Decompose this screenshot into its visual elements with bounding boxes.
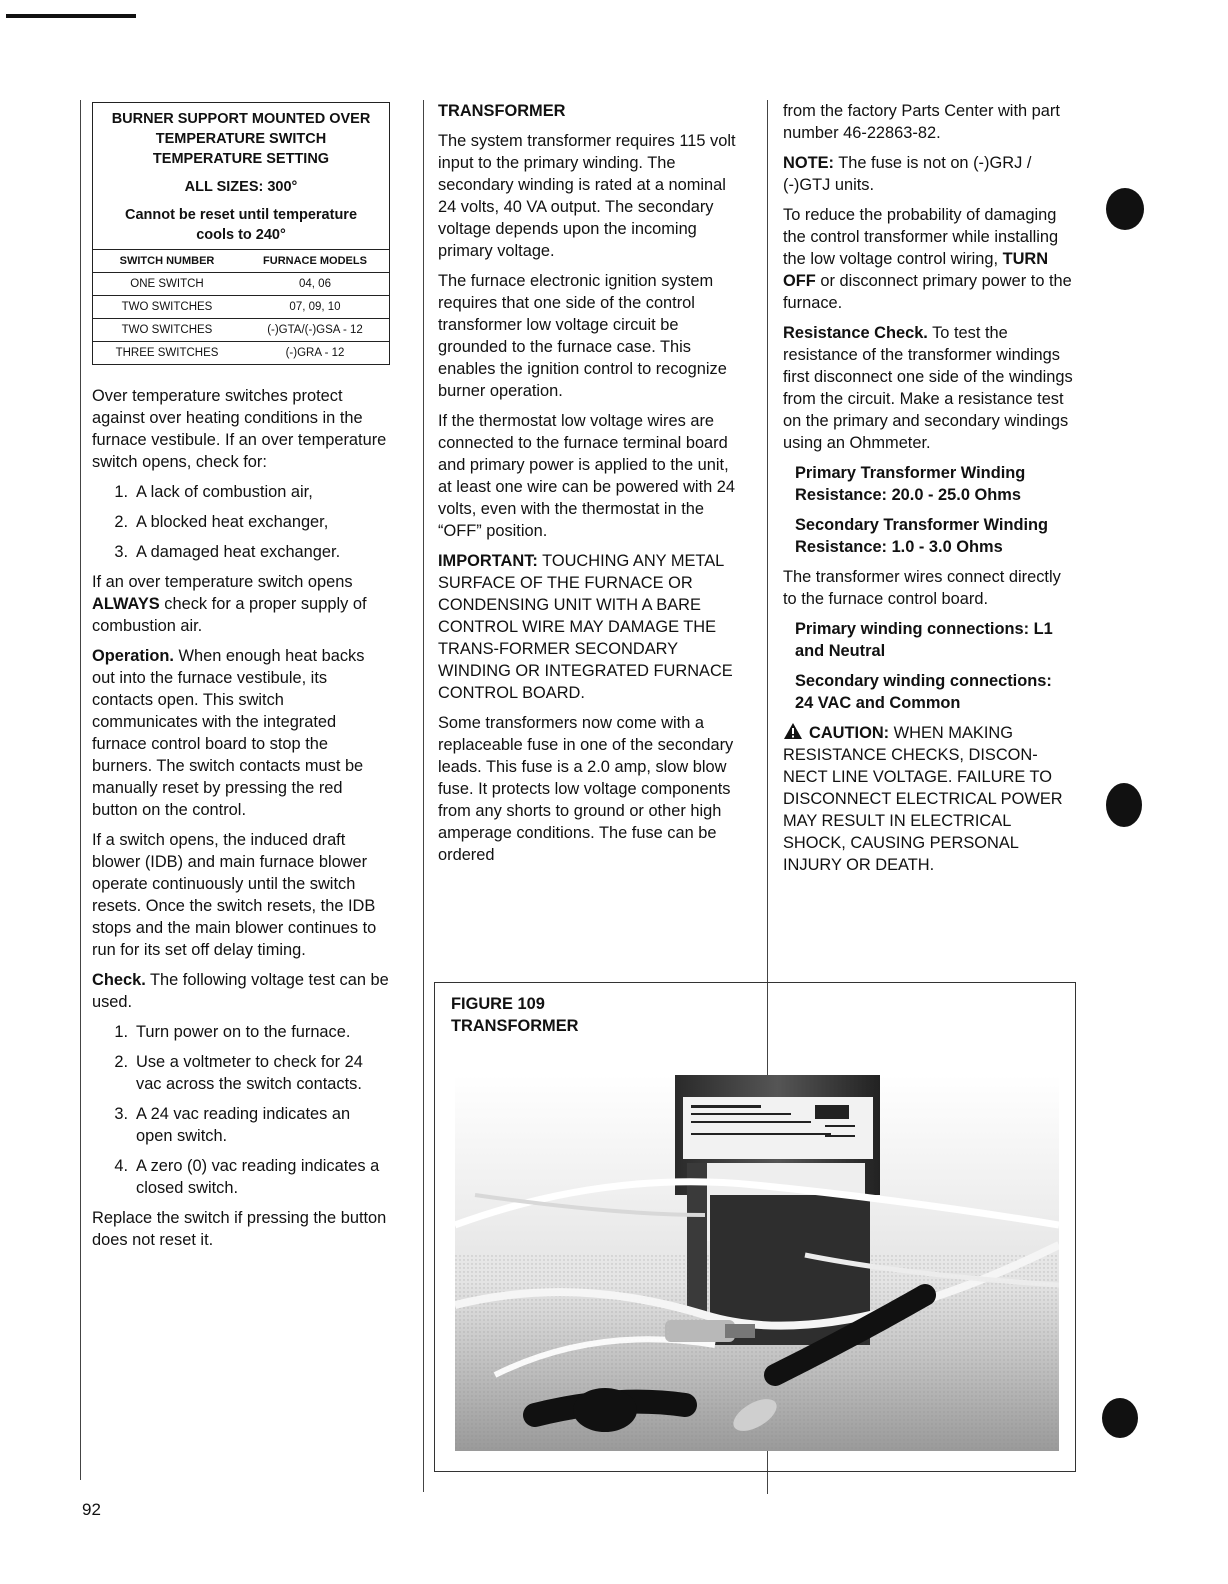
- voltage-steps: [92, 1021, 390, 1199]
- list-text: Use a voltmeter to check for 24 vac across the switch contacts.: [136, 1053, 363, 1093]
- table-row: [93, 296, 389, 319]
- left-column: [92, 102, 390, 1259]
- left-margin-rule: [80, 100, 81, 1480]
- top-rule: [6, 14, 136, 18]
- table-header: SWITCH NUMBER: [93, 250, 241, 273]
- caution-label: CAUTION:: [809, 724, 890, 742]
- figure-caption: [451, 993, 578, 1037]
- list-number: 2.: [114, 513, 128, 531]
- punch-hole-mark: [1106, 783, 1142, 827]
- list-item: [92, 1051, 390, 1095]
- table-row: [93, 342, 389, 365]
- secondary-connections: Secondary winding connections: 24 VAC and Common: [795, 672, 1052, 712]
- important-text: TOUCHING ANY METAL SURFACE OF THE FURNACE OR CONDENSING UNIT WITH A BARE CONTROL WIRE MAY DAMAGE THE TRANS-FORMER SECONDARY WINDING OR INTEGRATED FURNACE CONTROL BOARD.: [438, 552, 733, 702]
- reset-note-1: Cannot be reset until temperature: [124, 207, 358, 223]
- figure-title: TRANSFORMER: [451, 1017, 579, 1035]
- list-item: [92, 541, 390, 563]
- always-pre: If an over temperature switch opens: [92, 573, 353, 591]
- table-cell: 07, 09, 10: [241, 296, 389, 319]
- reduce-bold: TURN OFF: [783, 250, 1049, 290]
- caution-text: WHEN MAKING RESISTANCE CHECKS, DISCON-NECT LINE VOLTAGE. FAILURE TO DISCONNECT ELECTRICAL POWER MAY RESULT IN ELECTRICAL SHOCK, CAUSING PERSONAL INJURY OR DEATH.: [783, 724, 1063, 874]
- list-item: [92, 481, 390, 503]
- table-header-row: [93, 250, 389, 273]
- table-cell: (-)GRA - 12: [241, 342, 389, 365]
- operation-label: Operation.: [92, 647, 174, 665]
- figure-109: [434, 982, 1076, 1472]
- always-paragraph: [92, 571, 390, 637]
- list-item: [92, 1155, 390, 1199]
- table-cell: ONE SWITCH: [93, 273, 241, 296]
- note-text: The fuse is not on (-)GRJ / (-)GTJ units.: [783, 154, 1032, 194]
- reduce-paragraph: [783, 204, 1073, 314]
- list-item: [92, 1103, 390, 1147]
- page-number: 92: [82, 1500, 101, 1519]
- list-number: 4.: [114, 1157, 128, 1175]
- list-number: 2.: [114, 1053, 128, 1071]
- important-label: IMPORTANT:: [438, 552, 538, 570]
- intro-paragraph: Over temperature switches protect against over heating conditions in the furnace vestibule. If an over temperature switch opens, check for:: [92, 387, 387, 471]
- reduce-post: or disconnect primary power to the furnace.: [783, 272, 1072, 312]
- resistance-text: To test the resistance of the transformer windings first disconnect one side of the windings from the circuit. Make a resistance test on the primary and secondary windings using an Ohmmeter.: [783, 324, 1073, 452]
- mid-paragraph-1: The system transformer requires 115 volt input to the primary winding. The secondary winding is rated at a nominal 24 volts, 40 VA output. The secondary voltage depends upon the incoming primary voltage.: [438, 132, 736, 260]
- operation-paragraph: [92, 645, 390, 821]
- check-paragraph: [92, 969, 390, 1013]
- list-item: [92, 1021, 390, 1043]
- operation-text: When enough heat backs out into the furnace vestibule, its contacts open. This switch communicates with the integrated furnace control board to stop the burners. The switch contacts must be manually reset by pressing the red button on the control.: [92, 647, 365, 819]
- list-text: A damaged heat exchanger.: [136, 543, 341, 561]
- transformer-photo: [455, 1075, 1059, 1451]
- always-post: check for a proper supply of combustion air.: [92, 595, 367, 635]
- table-row: [93, 319, 389, 342]
- list-text: A 24 vac reading indicates an open switch.: [136, 1105, 351, 1145]
- list-number: 3.: [114, 543, 128, 561]
- table-cell: THREE SWITCHES: [93, 342, 241, 365]
- table-cell: 04, 06: [241, 273, 389, 296]
- replace-paragraph: Replace the switch if pressing the button does not reset it.: [92, 1209, 387, 1249]
- check-text: The following voltage test can be used.: [92, 971, 389, 1011]
- list-number: 1.: [114, 483, 128, 501]
- list-number: 1.: [114, 1023, 128, 1041]
- always-bold: ALWAYS: [92, 595, 160, 613]
- right-column: [783, 100, 1073, 884]
- note-label: NOTE:: [783, 154, 834, 172]
- punch-hole-mark: [1102, 1398, 1138, 1438]
- resistance-paragraph: [783, 322, 1073, 454]
- list-text: Turn power on to the furnace.: [136, 1023, 351, 1041]
- list-text: A lack of combustion air,: [136, 483, 313, 501]
- list-text: A zero (0) vac reading indicates a closed switch.: [136, 1157, 380, 1197]
- important-paragraph: [438, 550, 738, 704]
- table-cell: TWO SWITCHES: [93, 296, 241, 319]
- reset-note-2: cools to 240°: [196, 227, 286, 243]
- table-cell: TWO SWITCHES: [93, 319, 241, 342]
- mid-paragraph-3: If the thermostat low voltage wires are connected to the furnace terminal board and primary power is applied to the unit, at least one wire can be powered with 24 volts, even with the thermostat in the “OFF” position.: [438, 412, 736, 540]
- spec-line1: BURNER SUPPORT MOUNTED OVER: [111, 111, 371, 127]
- table-row: [93, 273, 389, 296]
- mid-paragraph-2: The furnace electronic ignition system requires that one side of the control transformer low voltage circuit be grounded to the furnace case. This enables the ignition control to recognize burner operation.: [438, 272, 727, 400]
- temperature-spec-box: [92, 102, 390, 365]
- figure-label: FIGURE 109: [451, 995, 545, 1013]
- check-list: [92, 481, 390, 563]
- mid-paragraph-4: Some transformers now come with a replaceable fuse in one of the secondary leads. This fuse is a 2.0 amp, slow blow fuse. It protects low voltage components from any shorts to ground or other high amperage conditions. The fuse can be ordered: [438, 714, 734, 864]
- check-label: Check.: [92, 971, 146, 989]
- punch-hole-mark: [1106, 188, 1144, 230]
- spec-line2: TEMPERATURE SWITCH: [155, 131, 327, 147]
- all-sizes: ALL SIZES: 300°: [184, 179, 298, 195]
- transformer-heading: TRANSFORMER: [438, 102, 566, 120]
- resistance-label: Resistance Check.: [783, 324, 928, 342]
- middle-column: [438, 100, 738, 874]
- wires-connect-paragraph: The transformer wires connect directly to the furnace control board.: [783, 568, 1061, 608]
- column-rule-1: [423, 100, 424, 1492]
- spec-line3: TEMPERATURE SETTING: [152, 151, 330, 167]
- primary-resistance: Primary Transformer Winding Resistance: 20.0 - 25.0 Ohms: [795, 464, 1026, 504]
- table-cell: (-)GTA/(-)GSA - 12: [241, 319, 389, 342]
- caution-icon: [783, 722, 803, 740]
- reduce-pre: To reduce the probability of damaging the control transformer while installing the low voltage control wiring,: [783, 206, 1059, 268]
- primary-connections: Primary winding connections: L1 and Neutral: [795, 620, 1053, 660]
- note-paragraph: [783, 152, 1073, 196]
- list-number: 3.: [114, 1105, 128, 1123]
- list-item: [92, 511, 390, 533]
- list-text: A blocked heat exchanger,: [136, 513, 329, 531]
- right-paragraph-1: from the factory Parts Center with part number 46-22863-82.: [783, 102, 1060, 142]
- switch-table: [93, 249, 389, 364]
- caution-paragraph: [783, 722, 1073, 876]
- table-header: FURNACE MODELS: [241, 250, 389, 273]
- secondary-resistance: Secondary Transformer Winding Resistance: 1.0 - 3.0 Ohms: [795, 516, 1049, 556]
- switch-opens-paragraph: If a switch opens, the induced draft blower (IDB) and main furnace blower operate continuously until the switch resets. Once the switch resets, the IDB stops and the main blower continues to run for its set off delay timing.: [92, 831, 377, 959]
